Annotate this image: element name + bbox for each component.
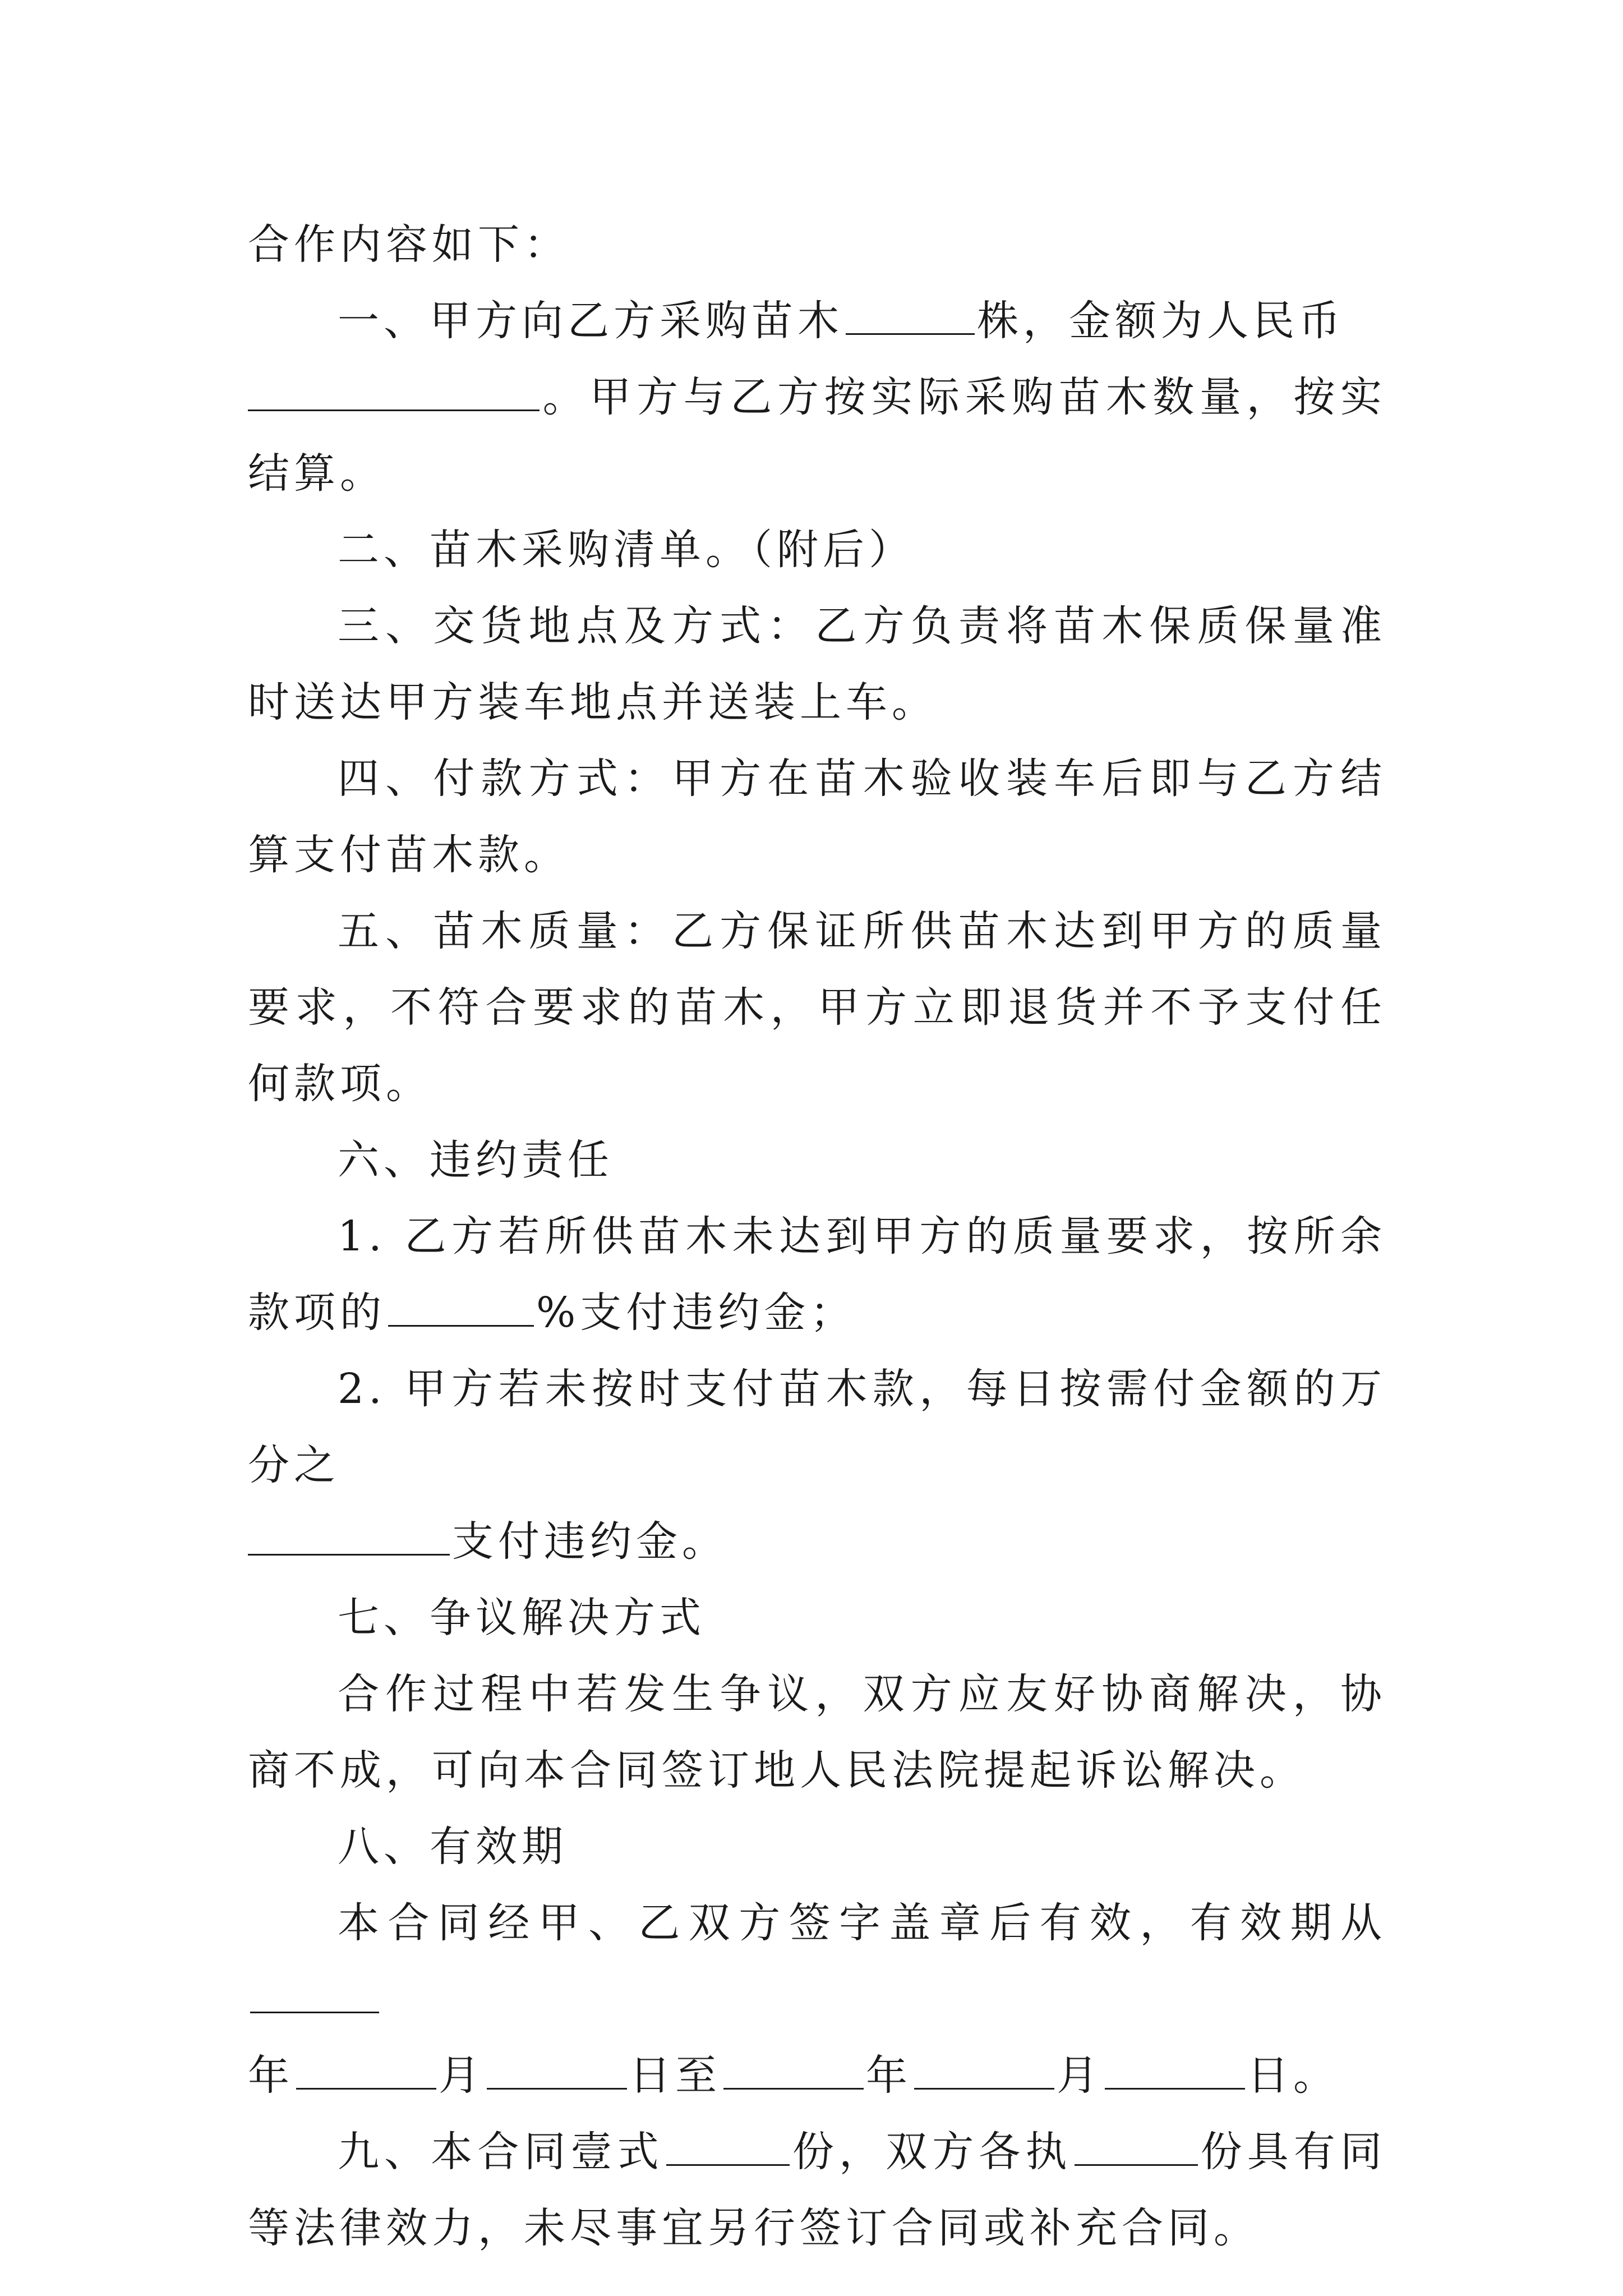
clause-9-text-b: 份，双方各执	[791, 2128, 1072, 2176]
clause-8-month-2: 月	[1057, 2051, 1103, 2100]
clause-9-text-a: 九、本合同壹式	[338, 2128, 664, 2176]
clause-2: 二、苗木采购清单。（附后）	[338, 526, 915, 574]
clause-7-body: 合作过程中若发生争议，双方应友好协商解决，协商不成，可向本合同签订地人民法院提起诉讼解决。	[248, 1670, 1386, 1795]
clause-9-text-c: 份具有同等法律效力，未尽事宜另行签订合同或补充合同。	[248, 2128, 1387, 2252]
clause-9	[248, 2114, 1386, 2266]
contract-body	[248, 206, 1386, 2266]
clause-6-item-2-text-a: 2. 甲方若未按时支付苗木款，每日按需付金额的万分之	[248, 1365, 1386, 1489]
blank-each-copies	[1075, 2125, 1198, 2166]
clause-4: 四、付款方式：甲方在苗木验收装车后即与乙方结算支付苗木款。	[248, 754, 1386, 879]
intro-line: 合作内容如下：	[248, 220, 570, 269]
clause-8-day-1: 日至	[629, 2051, 721, 2100]
clause-8-year-1: 年	[248, 2051, 294, 2100]
clause-6-item-2	[248, 1351, 1386, 1580]
clause-8-day-2: 日。	[1247, 2051, 1339, 2100]
blank-end-day	[1105, 2049, 1245, 2090]
clause-1-text-b: 株，金额为人民币	[977, 297, 1345, 345]
clause-6-item-1-text-a: 1. 乙方若所供苗木未达到甲方的质量要求，按所余款项的	[248, 1212, 1386, 1337]
clause-1-text-a: 一、甲方向乙方采购苗木	[338, 297, 843, 345]
clause-1-text-c: 。甲方与乙方按实际采购苗木数量，按实结算。	[248, 373, 1386, 498]
blank-end-month	[914, 2049, 1054, 2090]
clause-1	[248, 283, 1386, 512]
clause-6-item-2-text-b: 支付违约金。	[452, 1517, 728, 1566]
blank-start-month	[296, 2049, 436, 2090]
blank-amount	[248, 370, 540, 411]
clause-6-title: 六、违约责任	[338, 1136, 614, 1184]
clause-3: 三、交货地点及方式：乙方负责将苗木保质保量准时送达甲方装车地点并送装上车。	[248, 602, 1386, 726]
clause-8-year-2: 年	[866, 2051, 912, 2100]
blank-ratio	[248, 1515, 450, 1556]
clause-6-item-1-text-b: %支付违约金；	[536, 1289, 856, 1337]
blank-start-year	[250, 1972, 379, 2013]
clause-8-text-a: 本合同经甲、乙双方签字盖章后有效，有效期从	[338, 1899, 1386, 1947]
clause-6-item-1	[248, 1198, 1386, 1351]
blank-percentage	[388, 1286, 534, 1327]
blank-quantity	[846, 294, 975, 335]
clause-7-title: 七、争议解决方式	[338, 1594, 706, 1642]
blank-total-copies	[666, 2125, 790, 2166]
clause-8-month-1: 月	[439, 2051, 485, 2100]
clause-8-body	[248, 1885, 1386, 2114]
clause-8-title: 八、有效期	[338, 1823, 568, 1871]
clause-5: 五、苗木质量：乙方保证所供苗木达到甲方的质量要求，不符合要求的苗木，甲方立即退货并不予支付任何款项。	[248, 907, 1386, 1108]
blank-end-year	[723, 2049, 864, 2090]
blank-start-day	[487, 2049, 627, 2090]
